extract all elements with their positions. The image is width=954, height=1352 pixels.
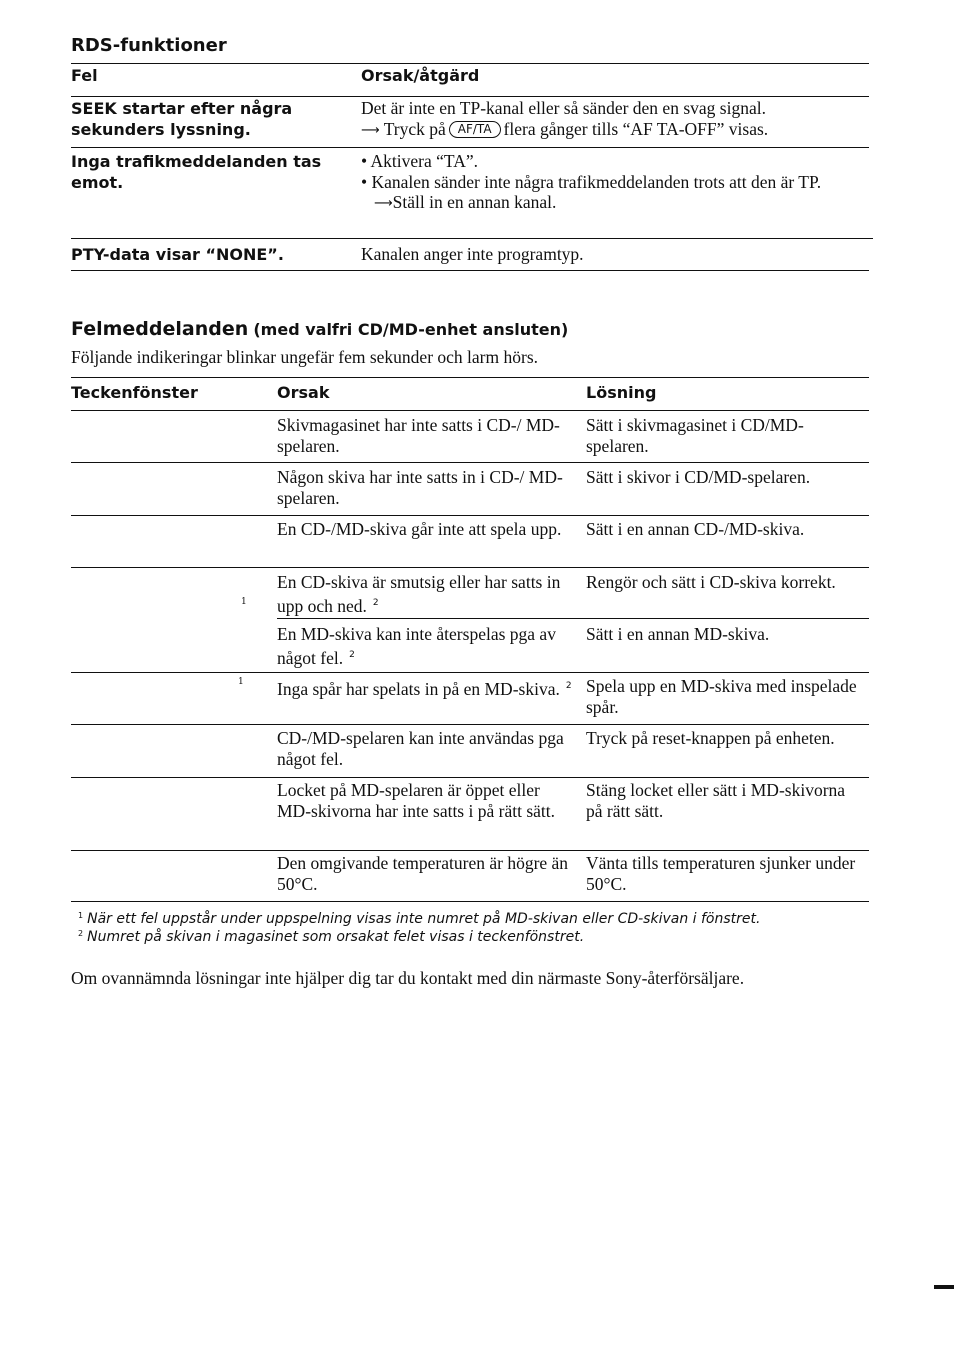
error-row-8-cause: Locket på MD-spelaren är öppet eller MD-skivorna har inte satts i på rätt sätt. bbox=[277, 780, 555, 821]
footnote-2 bbox=[78, 929, 584, 945]
error-row-1-cause: Skivmagasinet har inte satts i CD-/ MD-spelaren. bbox=[277, 415, 560, 456]
errors-heading-paren: (med valfri CD/MD-enhet ansluten) bbox=[253, 320, 569, 339]
error-row-7-solution: Tryck på reset-knappen på enheten. bbox=[586, 728, 835, 748]
rds-row-1-cause bbox=[361, 98, 866, 141]
rds-col-orsak: Orsak/åtgärd bbox=[361, 66, 480, 85]
error-row-2-rule bbox=[71, 515, 869, 516]
closing-paragraph: Om ovannämnda lösningar inte hjälper dig tar du kontakt med din närmaste Sony-återförsäljare. bbox=[71, 968, 745, 988]
footnote-2-num: 2 bbox=[78, 929, 84, 938]
error-row-6-cause bbox=[277, 676, 572, 700]
errors-intro: Följande indikeringar blinkar ungefär fem sekunder och larm hörs. bbox=[71, 347, 539, 367]
rds-row-2-rule bbox=[71, 238, 873, 239]
error-row-6-display-mark: 1 bbox=[238, 677, 244, 687]
error-row-5-rule bbox=[71, 672, 869, 673]
error-row-4-note: 2 bbox=[372, 597, 379, 608]
footnote-1-num: 1 bbox=[78, 911, 84, 920]
rds-row-2-fel: Inga trafikmeddelanden tas emot. bbox=[71, 152, 322, 192]
af-ta-key-icon: AF/TA bbox=[449, 121, 501, 138]
error-row-6-cause-text: Inga spår har spelats in på en MD-skiva. bbox=[277, 679, 560, 699]
error-row-3-solution: Sätt i en annan CD-/MD-skiva. bbox=[586, 519, 805, 539]
error-row-3-rule bbox=[71, 567, 869, 568]
rds-row-2-bullet1: • Aktivera “TA”. bbox=[361, 151, 478, 171]
rds-row-3-fel: PTY-data visar “NONE”. bbox=[71, 245, 284, 264]
arrow-right-icon: ⟶ bbox=[374, 196, 393, 211]
error-row-5-solution: Sätt i en annan MD-skiva. bbox=[586, 624, 770, 644]
rds-row-2-sub-text: Ställ in en annan kanal. bbox=[392, 192, 557, 212]
rds-col-fel: Fel bbox=[71, 66, 98, 85]
errors-table-bottom-rule bbox=[71, 901, 869, 902]
errors-col-solution: Lösning bbox=[586, 383, 657, 402]
error-row-3-cause: En CD-/MD-skiva går inte att spela upp. bbox=[277, 519, 562, 539]
error-row-4-solution: Rengör och sätt i CD-skiva korrekt. bbox=[586, 572, 836, 592]
page-edge-mark bbox=[934, 1285, 954, 1289]
error-row-4-display-mark: 1 bbox=[241, 597, 247, 607]
error-row-5-cause bbox=[277, 624, 572, 668]
rds-row-1-rule bbox=[71, 147, 869, 148]
error-row-7-cause: CD-/MD-spelaren kan inte användas pga något fel. bbox=[277, 728, 564, 769]
errors-col-display: Teckenfönster bbox=[71, 383, 198, 402]
rds-row-3-cause: Kanalen anger inte programtyp. bbox=[361, 244, 584, 264]
error-row-9-solution: Vänta tills temperaturen sjunker under 50°C. bbox=[586, 853, 856, 894]
error-row-6-rule bbox=[71, 724, 869, 725]
rds-row-2-cause bbox=[361, 151, 866, 215]
errors-heading bbox=[71, 318, 568, 340]
footnote-1-text: När ett fel uppstår under uppspelning visas inte numret på MD-skivan eller CD-skivan i fönstret. bbox=[87, 911, 761, 927]
error-row-2-cause: Någon skiva har inte satts in i CD-/ MD-spelaren. bbox=[277, 467, 563, 508]
error-row-8-solution: Stäng locket eller sätt i MD-skivorna på rätt sätt. bbox=[586, 780, 846, 821]
error-row-8-rule bbox=[71, 850, 869, 851]
rds-row-2-sub bbox=[361, 192, 866, 215]
rds-row-1-fel: SEEK startar efter några sekunders lyssning. bbox=[71, 99, 293, 139]
error-row-2-solution: Sätt i skivor i CD/MD-spelaren. bbox=[586, 467, 811, 487]
error-row-6-note: 2 bbox=[565, 681, 572, 691]
rds-header-rule bbox=[71, 96, 869, 97]
error-row-7-rule bbox=[71, 777, 869, 778]
error-row-6-solution: Spela upp en MD-skiva med inspelade spår. bbox=[586, 676, 857, 717]
rds-table-top-rule bbox=[71, 63, 869, 64]
arrow-right-icon: ⟶ bbox=[361, 122, 380, 138]
rds-row-1-pre: Tryck på bbox=[383, 118, 446, 139]
rds-heading: RDS-funktioner bbox=[71, 35, 227, 56]
error-row-4-rule bbox=[277, 618, 869, 619]
error-row-5-cause-text: En MD-skiva kan inte återspelas pga av något fel. bbox=[277, 624, 556, 668]
errors-heading-main: Felmeddelanden bbox=[71, 318, 249, 340]
rds-row-1-post: flera gånger tills “AF TA-OFF” visas. bbox=[503, 118, 769, 139]
error-row-1-solution: Sätt i skivmagasinet i CD/MD-spelaren. bbox=[586, 415, 804, 456]
rds-row-1-line1: Det är inte en TP-kanal eller så sänder den en svag signal. bbox=[361, 98, 766, 118]
error-row-1-rule bbox=[71, 462, 869, 463]
errors-table-top-rule bbox=[71, 377, 869, 378]
footnote-2-text: Numret på skivan i magasinet som orsakat felet visas i teckenfönstret. bbox=[87, 929, 585, 945]
error-row-9-cause: Den omgivande temperaturen är högre än 50°C. bbox=[277, 853, 569, 894]
error-row-4-cause bbox=[277, 572, 572, 616]
rds-table-bottom-rule bbox=[71, 270, 869, 271]
footnote-1 bbox=[78, 911, 760, 927]
rds-row-2-bullet2: • Kanalen sänder inte några trafikmeddelanden trots att den är TP. bbox=[361, 171, 822, 192]
rds-row-1-line2 bbox=[361, 119, 866, 142]
error-row-5-note: 2 bbox=[349, 649, 355, 660]
error-row-4-cause-text: En CD-skiva är smutsig eller har satts in upp och ned. bbox=[277, 572, 561, 616]
errors-col-cause: Orsak bbox=[277, 383, 330, 402]
errors-header-rule bbox=[71, 410, 869, 411]
